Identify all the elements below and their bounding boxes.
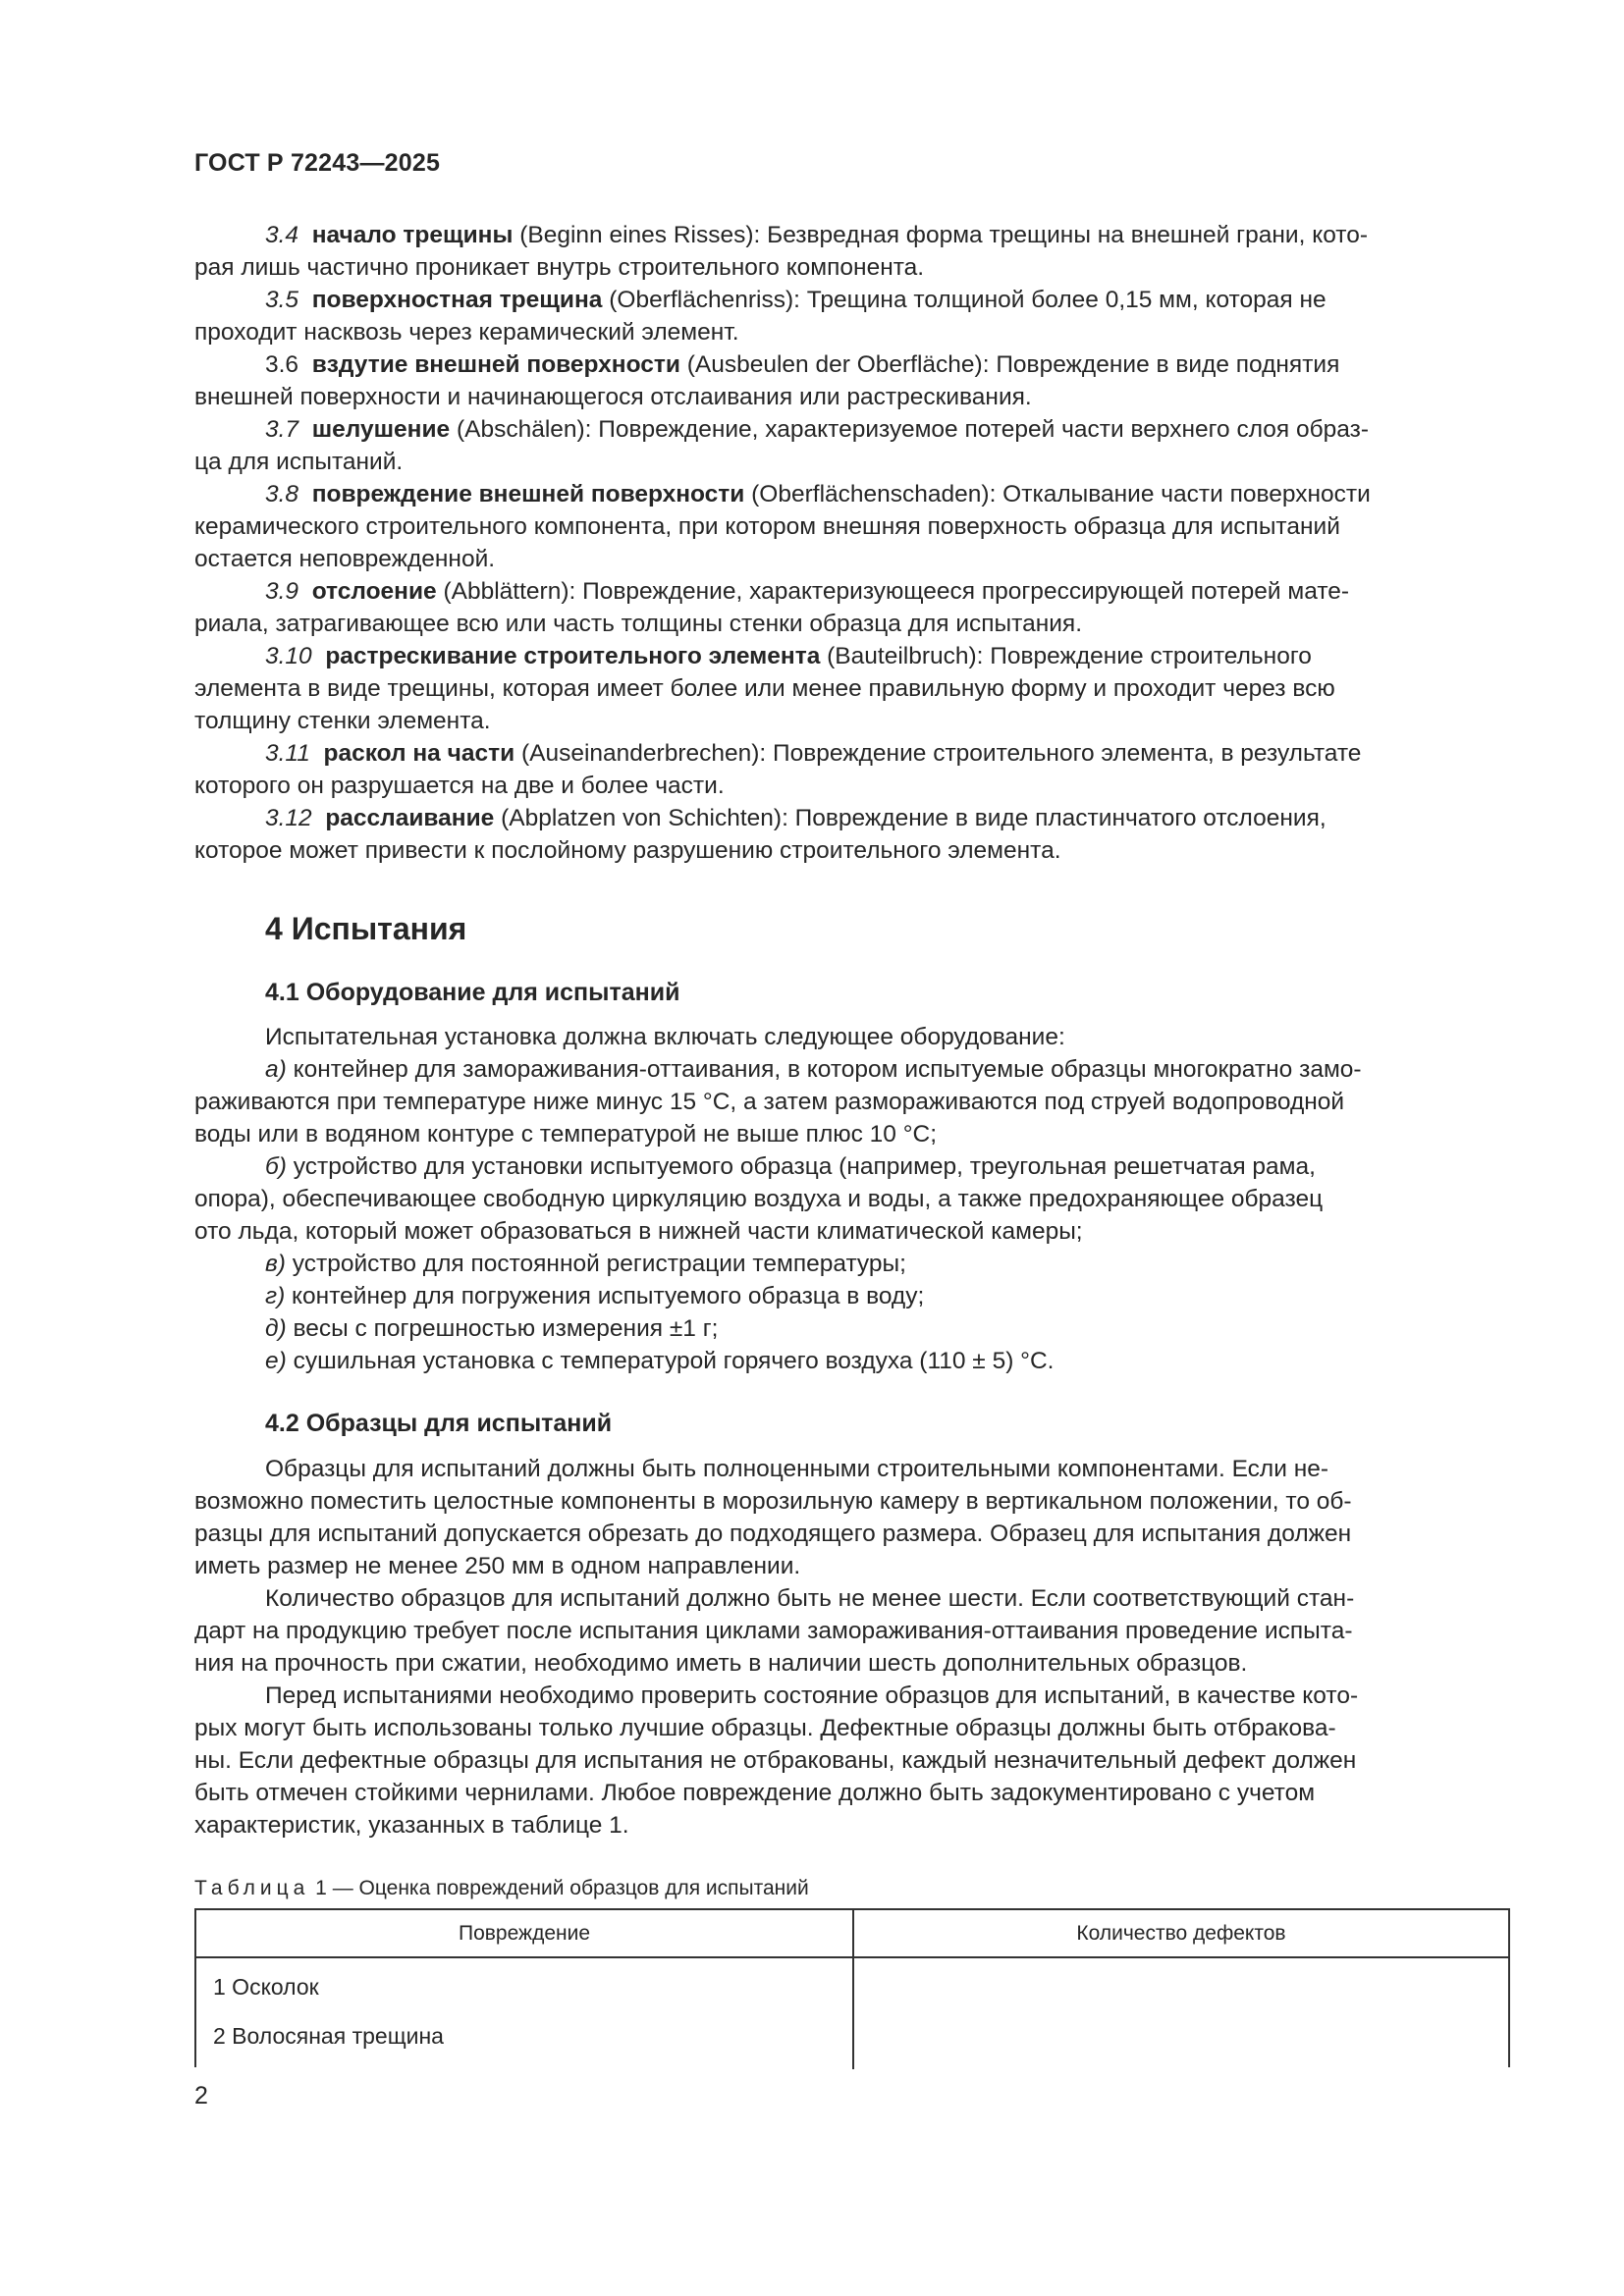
section-4-heading: 4 Испытания [265, 911, 467, 946]
definition-3-4: 3.4 начало трещины (Beginn eines Risses): Безвредная форма трещины на внешней грани, кото- рая лишь частично проникает внутрь строительного компонента. [194, 222, 1369, 281]
table-row: 2 Волосяная трещина [213, 2023, 444, 2049]
definition-3-8: 3.8 повреждение внешней поверхности (Oberflächenschaden): Откалывание части поверхности керамического строительного компонента, при котором внешняя поверхность образца для испытаний остается неповрежденной. [194, 481, 1371, 572]
samples-paragraph-1: Образцы для испытаний должны быть полноценными строительными компонентами. Если не- возможно поместить целостные компоненты в морозильную камеру в вертикальном положении, то об- разцы для испытаний допускается обрезать до подходящего размера. Образец для испытания должен иметь размер не менее 250 мм в одном направлении. [194, 1456, 1352, 1579]
subsection-4-2-heading: 4.2 Образцы для испытаний [265, 1410, 613, 1437]
samples-paragraph-2: Количество образцов для испытаний должно быть не менее шести. Если соответствующий стан- дарт на продукцию требует после испытания циклами замораживания-оттаивания проведение испыта- ния на прочность при сжатии, необходимо иметь в наличии шесть дополнительных образцов. [194, 1585, 1355, 1677]
definition-3-6: 3.6 вздутие внешней поверхности (Ausbeulen der Oberfläche): Повреждение в виде поднятия внешней поверхности и начинающегося отслаивания или растрескивания. [194, 351, 1340, 410]
table-caption: Таблица 1 — Оценка повреждений образцов для испытаний [194, 1877, 809, 1899]
equipment-item-d: г) контейнер для погружения испытуемого образца в воду; [265, 1283, 925, 1309]
document-code: ГОСТ Р 72243—2025 [194, 149, 441, 177]
table-defect-count-cell [854, 1958, 1508, 2069]
samples-paragraph-3: Перед испытаниями необходимо проверить состояние образцов для испытаний, в качестве кото- рых могут быть использованы только лучшие образцы. Дефектные образцы должны быть отбракова- ны. Если дефектные образцы для испытания не отбракованы, каждый незначительный дефект должен быть отмечен стойкими чернилами. Любое повреждение должно быть задокументировано с учетом характеристик, указанных в таблице 1. [194, 1682, 1359, 1839]
page-number: 2 [194, 2082, 208, 2109]
definition-3-5: 3.5 поверхностная трещина (Oberflächenriss): Трещина толщиной более 0,15 мм, которая не проходит насквозь через керамический элемент. [194, 287, 1326, 346]
definition-3-11: 3.11 раскол на части (Auseinanderbrechen): Повреждение строительного элемента, в результате которого он разрушается на две и более части. [194, 740, 1362, 799]
table-header-row [196, 1910, 1508, 1958]
damage-table [194, 1908, 1510, 2067]
table-row: 1 Осколок [213, 1974, 319, 2000]
equipment-item-e: д) весы с погрешностью измерения ±1 г; [265, 1315, 719, 1342]
equipment-item-f: е) сушильная установка с температурой горячего воздуха (110 ± 5) °С. [265, 1348, 1055, 1374]
definition-3-9: 3.9 отслоение (Abblättern): Повреждение, характеризующееся прогрессирующей потерей мате- риала, затрагивающее всю или часть толщины стенки образца для испытания. [194, 578, 1350, 637]
equipment-item-b: б) устройство для установки испытуемого образца (например, треугольная решетчатая рама, опора), обеспечивающее свободную циркуляцию воздуха и воды, а также предохраняющее образец ото льда, который может образоваться в нижней части климатической камеры; [194, 1153, 1324, 1245]
subsection-4-1-heading: 4.1 Оборудование для испытаний [265, 979, 680, 1006]
table-header-damage: Повреждение [196, 1910, 854, 1956]
definition-3-10: 3.10 растрескивание строительного элемента (Bauteilbruch): Повреждение строительного элемента в виде трещины, которая имеет более или менее правильную форму и проходит через всю толщину стенки элемента. [194, 643, 1335, 734]
equipment-item-a: а) контейнер для замораживания-оттаивания, в котором испытуемые образцы многократно замо- раживаются при температуре ниже минус 15 °С, а затем размораживаются под струей водопроводной воды или в водяном контуре с температурой не выше плюс 10 °С; [194, 1056, 1362, 1148]
definition-3-12: 3.12 расслаивание (Abplatzen von Schichten): Повреждение в виде пластинчатого отслоения, которое может привести к послойному разрушению строительного элемента. [194, 805, 1326, 864]
definition-3-7: 3.7 шелушение (Abschälen): Повреждение, характеризуемое потерей части верхнего слоя образ- ца для испытаний. [194, 416, 1369, 475]
equipment-intro: Испытательная установка должна включать следующее оборудование: [265, 1024, 1065, 1050]
table-header-defect-count: Количество дефектов [1076, 1921, 1286, 1945]
equipment-item-c: в) устройство для постоянной регистрации температуры; [265, 1251, 906, 1277]
table-body [196, 1958, 1508, 2069]
